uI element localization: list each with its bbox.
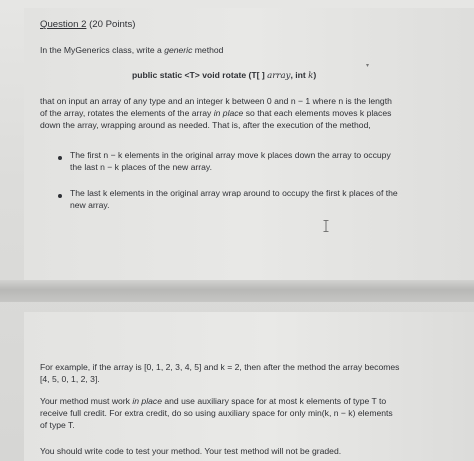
question-title (40, 19, 135, 30)
description-line-2-italic: in place (213, 108, 244, 118)
question-label: Question 2 (40, 19, 87, 30)
signature-param-array: array (267, 71, 291, 81)
description-line-1: that on input an array of any type and an integer k between 0 and n − 1 where n is the length (40, 96, 392, 106)
bullet-dot (58, 156, 62, 160)
bullet-2-line-2: new array. (70, 200, 110, 210)
requirement-line-1-post: and use auxiliary space for at most k elements of type T to (161, 396, 387, 406)
description-line-2-pre: of the array, rotates the elements of the array (40, 108, 214, 118)
signature-suffix: ) (313, 70, 317, 80)
requirement-line-1-italic: in place (132, 396, 162, 406)
footer-note: You should write code to test your method. Your test method will not be graded. (40, 446, 342, 456)
intro-class-name: MyGenerics (63, 45, 110, 55)
chevron-down-icon: ▾ (366, 63, 370, 69)
requirement-line-3: of type T. (40, 420, 75, 430)
requirement-line-1 (40, 396, 386, 407)
intro-pre: In the (40, 45, 64, 55)
bullet-dot (58, 194, 62, 198)
question-panel-bottom (24, 312, 474, 461)
bullet-2-line-1: The last k elements in the original array wrap around to occupy the first k places of the (70, 188, 398, 198)
signature-param-k: k (308, 71, 314, 81)
question-points: (20 Points) (86, 19, 136, 30)
description-line-2-post: so that each elements moves k places (243, 108, 392, 118)
signature-sep: , int (290, 70, 309, 80)
example-line-1: For example, if the array is [0, 1, 2, 3, 4, 5] and k = 2, then after the method the array becomes (40, 362, 400, 372)
description-line-3: down the array, wrapping around as needed. That is, after the execution of the method, (40, 120, 371, 130)
requirement-line-1-pre: Your method must work (40, 396, 133, 406)
intro-text (40, 45, 223, 56)
description-line-2 (40, 108, 391, 119)
bullet-1-line-2: the last n − k places of the new array. (70, 162, 212, 172)
signature-prefix: public static <T> void rotate (T[ ] (132, 70, 268, 80)
method-signature (132, 70, 316, 82)
intro-mid: class, write a (109, 45, 165, 55)
intro-post: method (192, 45, 224, 55)
bullet-1-line-1: The first n − k elements in the original array move k places down the array to occupy (70, 150, 391, 160)
page-divider (0, 280, 474, 302)
intro-generic: generic (164, 45, 193, 55)
requirement-line-2: receive full credit. For extra credit, do so using auxiliary space for only min(k, n − k) elements (40, 408, 393, 418)
example-line-2: [4, 5, 0, 1, 2, 3]. (40, 374, 100, 384)
text-cursor-icon (323, 220, 329, 232)
